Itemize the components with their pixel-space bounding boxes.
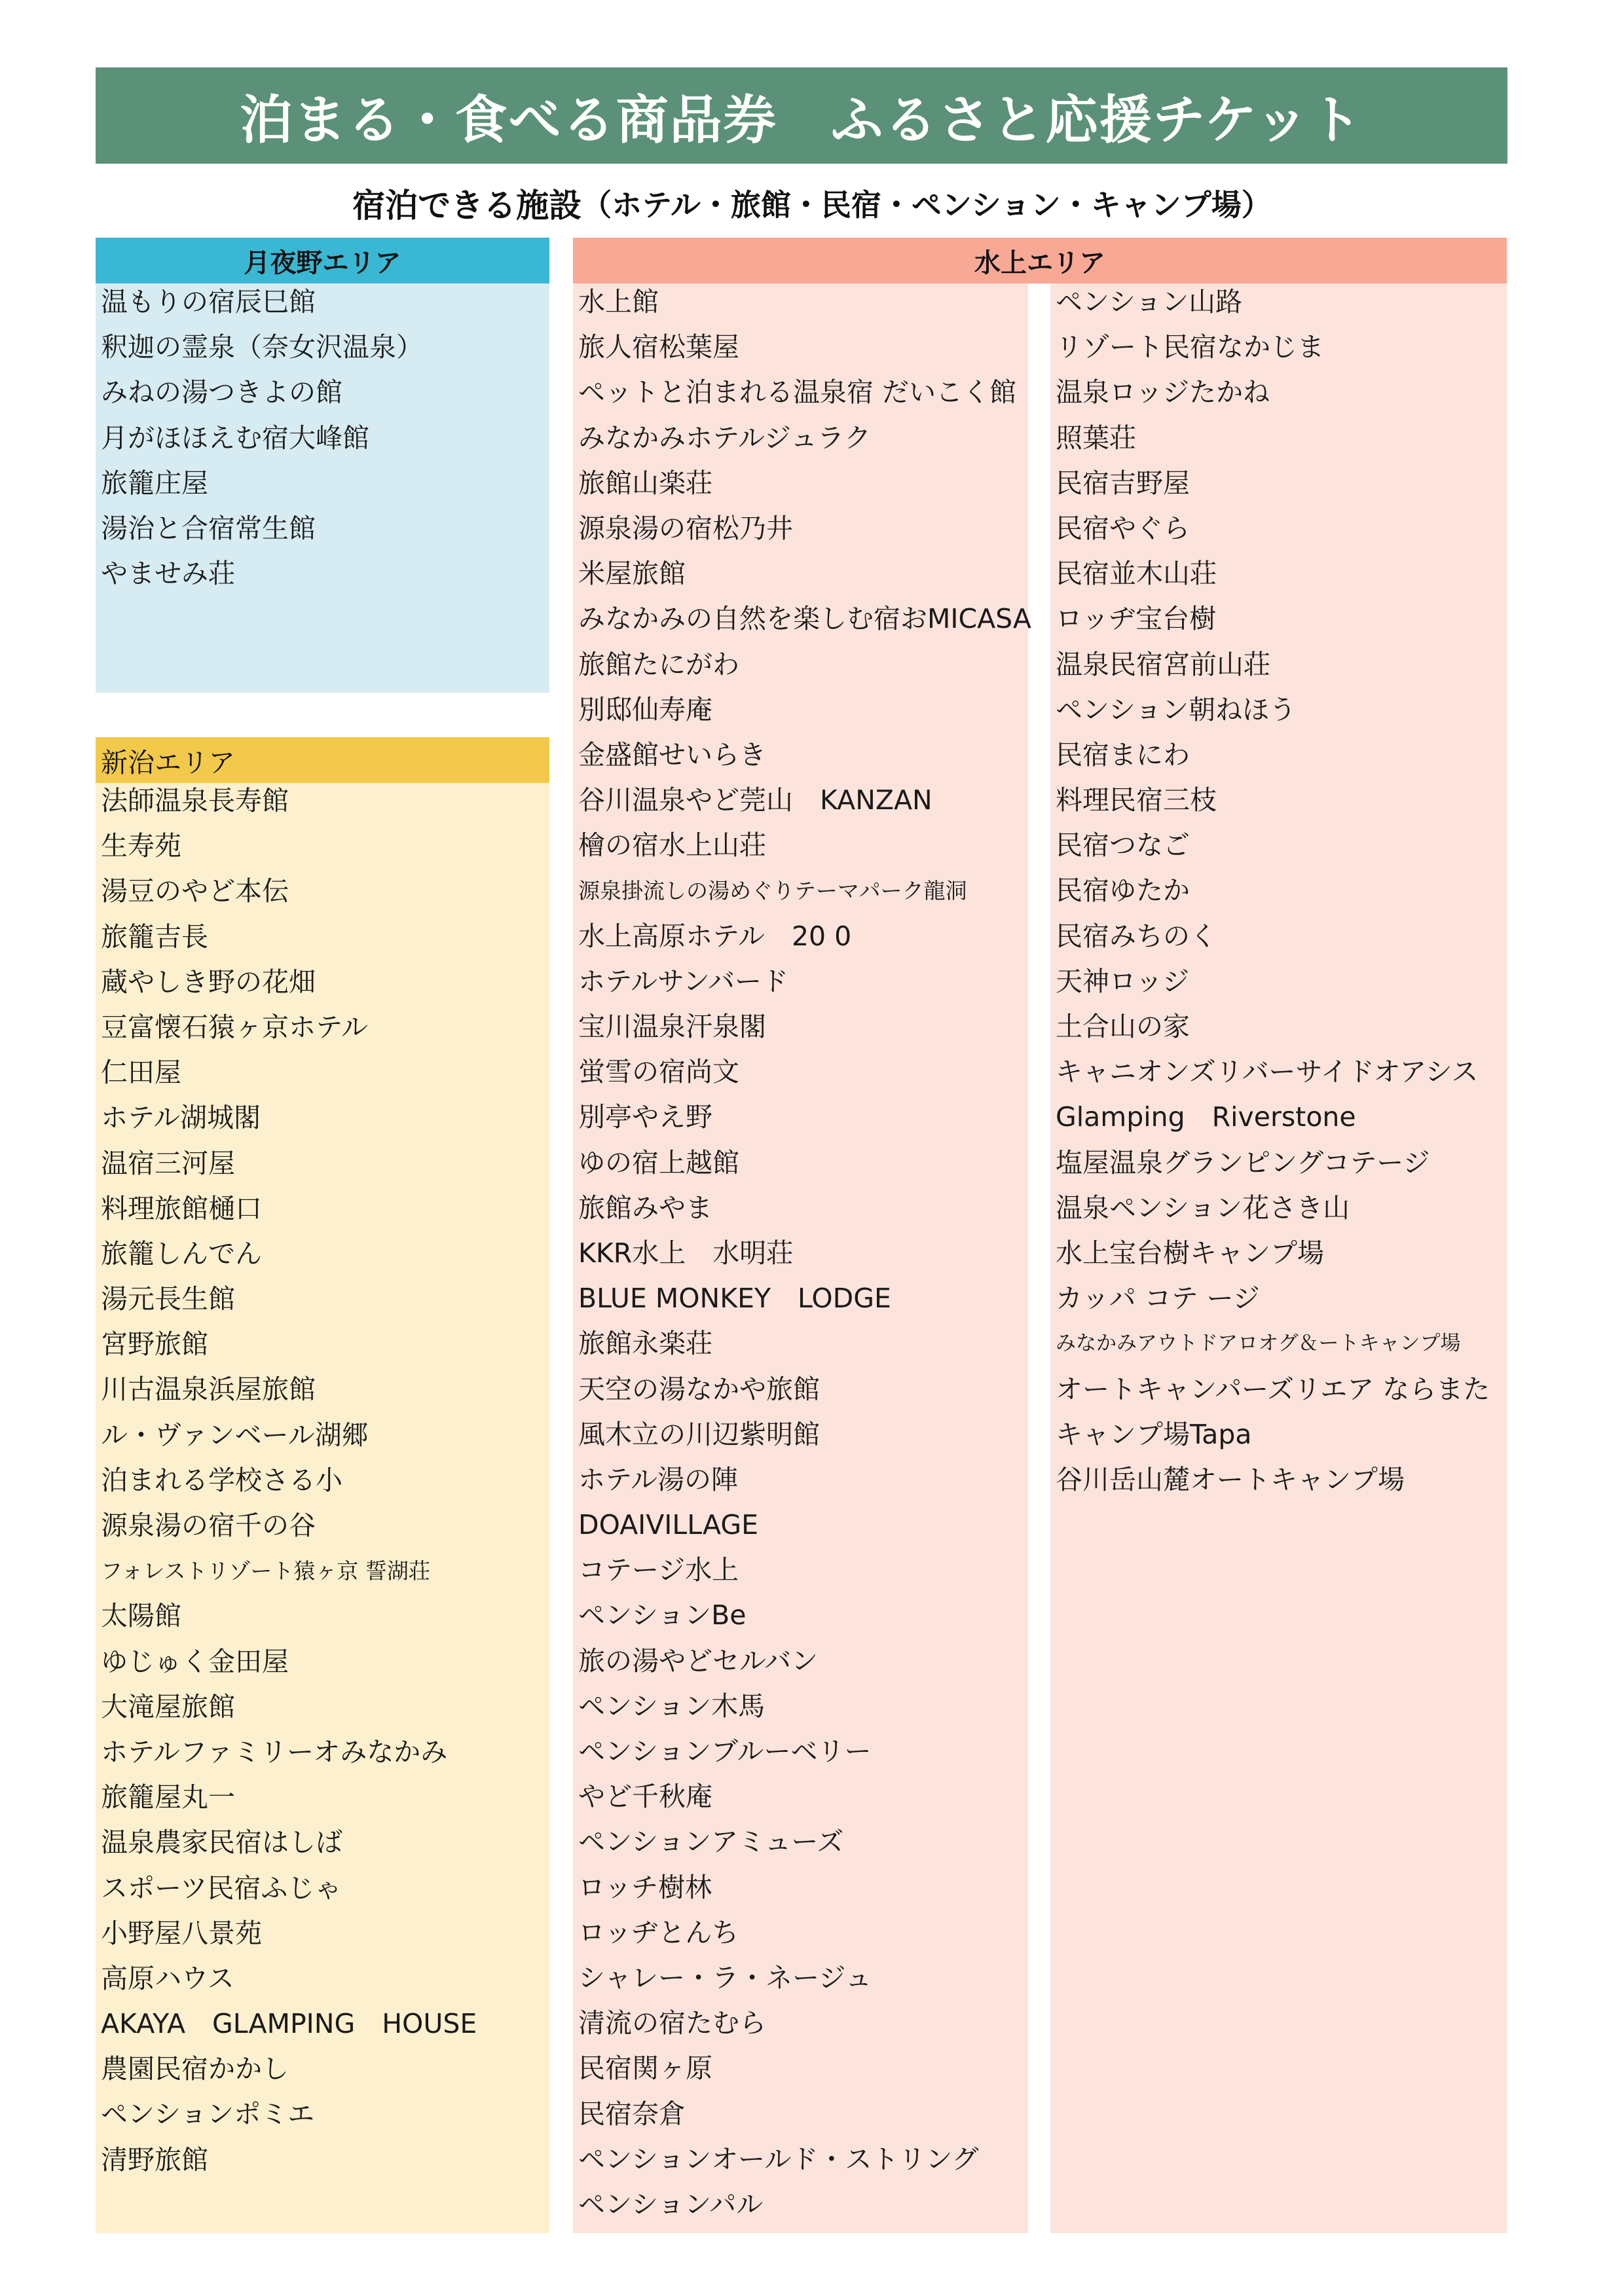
- facility-item: 水上宝台樹キャンプ場: [1056, 1237, 1324, 1269]
- facility-item: 塩屋温泉グランピングコテージ: [1056, 1146, 1430, 1178]
- facility-item: 谷川温泉やど莞山 KANZAN: [578, 784, 932, 816]
- facility-item: カッパ コテ ージ: [1056, 1283, 1260, 1315]
- facility-item: 釈迦の霊泉（奈女沢温泉）: [101, 331, 423, 363]
- facility-item: 湯元長生館: [101, 1283, 235, 1315]
- facility-item: 民宿奈倉: [578, 2098, 686, 2130]
- facility-item: 大滝屋旅館: [101, 1690, 235, 1722]
- facility-item: 民宿つなご: [1056, 829, 1190, 862]
- facility-item: BLUE MONKEY LODGE: [578, 1283, 891, 1315]
- facility-item: 天神ロッジ: [1056, 965, 1190, 997]
- facility-item: 蔵やしき野の花畑: [101, 966, 316, 998]
- facility-item: 温泉ペンション花さき山: [1056, 1192, 1350, 1224]
- facility-item: 宝川温泉汗泉閣: [578, 1011, 766, 1042]
- facility-item: ホテルファミリーオみなかみ: [101, 1736, 448, 1768]
- facility-item: 照葉荘: [1056, 422, 1136, 454]
- facility-item: 仁田屋: [101, 1057, 181, 1089]
- facility-item: 米屋旅館: [578, 558, 686, 590]
- facility-item: 湯治と合宿常生館: [101, 512, 316, 544]
- facility-item: 旅館永楽荘: [578, 1328, 712, 1360]
- facility-item: 風木立の川辺紫明館: [578, 1418, 820, 1450]
- facility-item: シャレー・ラ・ネージュ: [578, 1961, 872, 1994]
- niiharu-area-label: 新治エリア: [101, 746, 235, 778]
- facility-item: 民宿並木山荘: [1056, 558, 1217, 590]
- facility-item: ホテルサンバード: [578, 965, 789, 997]
- tsukiyono-facility-list: [96, 280, 549, 596]
- facility-item: 民宿吉野屋: [1056, 467, 1190, 499]
- facility-item: ペンションオールド・ストリング: [578, 2143, 979, 2175]
- facility-item: AKAYA GLAMPING HOUSE: [101, 2008, 477, 2040]
- facility-item: 湯豆のやど本伝: [101, 875, 289, 907]
- facility-item: 豆富懐石猿ヶ京ホテル: [101, 1011, 368, 1043]
- facility-item: 檜の宿水上山荘: [578, 829, 766, 862]
- facility-item: 源泉掛流しの湯めぐりテーマパーク龍洞: [578, 878, 967, 904]
- facility-item: 太陽館: [101, 1600, 181, 1632]
- minakami-area-label: 水上エリア: [974, 247, 1105, 278]
- facility-item: キャンプ場Tapa: [1056, 1418, 1252, 1450]
- facility-item: 旅の湯やどセルバン: [578, 1645, 819, 1677]
- facility-item: 温泉民宿宮前山荘: [1056, 648, 1270, 680]
- facility-item: 生寿苑: [101, 830, 181, 862]
- facility-item: 清野旅館: [101, 2143, 208, 2176]
- facility-item: 農園民宿かかし: [101, 2053, 289, 2085]
- facility-item: フォレストリゾート猿ヶ京 誓湖荘: [101, 1558, 430, 1584]
- facility-item: 清流の宿たむら: [578, 2007, 766, 2039]
- facility-item: ペンション木馬: [578, 1690, 766, 1722]
- facility-item: オートキャンパーズリエア ならまた: [1056, 1373, 1490, 1405]
- facility-item: 小野屋八景苑: [101, 1917, 262, 1949]
- facility-item: 民宿ゆたか: [1056, 875, 1190, 907]
- facility-item: ロッヂとんち: [578, 1916, 739, 1948]
- facility-item: ペットと泊まれる温泉宿 だいこく館: [578, 376, 1017, 409]
- facility-item: 天空の湯なかや旅館: [578, 1373, 820, 1405]
- facility-item: ホテル湯の陣: [578, 1463, 738, 1495]
- facility-item: リゾート民宿なかじま: [1056, 331, 1324, 363]
- facility-item: 旅人宿松葉屋: [578, 331, 739, 363]
- minakami-area-header: [573, 238, 1507, 283]
- page-title-banner: [96, 67, 1507, 164]
- facility-item: みなかみホテルジュラク: [578, 422, 872, 454]
- facility-item: 水上館: [578, 286, 659, 318]
- niiharu-facility-list: [96, 778, 549, 2183]
- facility-item: ペンションアミューズ: [578, 1826, 844, 1858]
- section-heading: [0, 175, 1624, 230]
- page-title: 泊まる・食べる商品券 ふるさと応援チケット: [240, 90, 1363, 151]
- facility-item: 温宿三河屋: [101, 1147, 235, 1179]
- facility-item: 高原ハウス: [101, 1962, 234, 1994]
- facility-item: 旅館山楽荘: [578, 467, 712, 499]
- facility-item: 土合山の家: [1056, 1011, 1190, 1042]
- facility-item: 金盛館せいらき: [578, 738, 766, 771]
- facility-item: 法師温泉長寿館: [101, 785, 289, 816]
- facility-item: 民宿関ヶ原: [578, 2052, 712, 2085]
- facility-item: やませみ荘: [101, 558, 235, 590]
- facility-item: 泊まれる学校さる小: [101, 1464, 342, 1496]
- facility-item: ペンションポミエ: [101, 2098, 315, 2130]
- facility-item: 源泉湯の宿千の谷: [101, 1510, 316, 1541]
- facility-item: キャニオンズリバーサイドオアシス: [1056, 1056, 1479, 1088]
- section-heading-main: 宿泊できる施設: [352, 187, 582, 225]
- facility-item: 温もりの宿辰巳館: [101, 286, 316, 318]
- facility-item: 川古温泉浜屋旅館: [101, 1374, 316, 1406]
- facility-item: 旅籠しんでん: [101, 1237, 262, 1269]
- facility-item: 料理旅館樋口: [101, 1192, 262, 1224]
- facility-item: 民宿みちのく: [1056, 920, 1217, 952]
- minakami-facility-list-2: [1050, 280, 1507, 1503]
- facility-item: みなかみの自然を楽しむ宿おMICASA: [578, 603, 1031, 635]
- facility-item: 温泉農家民宿はしば: [101, 1827, 342, 1859]
- facility-item: 源泉湯の宿松乃井: [578, 512, 793, 544]
- facility-item: ホテル湖城閣: [101, 1102, 261, 1134]
- facility-item: 水上高原ホテル 20 0: [578, 920, 852, 952]
- facility-item: ゆの宿上越館: [578, 1146, 739, 1178]
- facility-item: 旅籠屋丸一: [101, 1781, 235, 1813]
- facility-item: ゆじゅく金田屋: [101, 1645, 289, 1677]
- facility-item: ペンションBe: [578, 1599, 747, 1631]
- facility-item: ロッチ樹林: [578, 1871, 712, 1903]
- facility-item: ペンションブルーベリー: [578, 1736, 872, 1767]
- minakami-facility-list-1: [573, 280, 1031, 2227]
- facility-item: ロッヂ宝台樹: [1056, 603, 1217, 635]
- facility-item: みねの湯つきよの館: [101, 376, 342, 409]
- facility-item: 蛍雪の宿尚文: [578, 1056, 739, 1088]
- facility-item: DOAIVILLAGE: [578, 1509, 759, 1541]
- section-heading-detail: （ホテル・旅館・民宿・ペンション・キャンプ場）: [581, 187, 1272, 223]
- facility-item: ル・ヴァンベール湖郷: [101, 1419, 369, 1451]
- facility-item: 民宿やぐら: [1056, 512, 1190, 544]
- facility-item: 別邸仙寿庵: [578, 693, 712, 725]
- facility-item: コテージ水上: [578, 1554, 739, 1586]
- niiharu-area-header: [96, 737, 549, 783]
- facility-item: 旅籠庄屋: [101, 467, 208, 499]
- facility-item: 温泉ロッジたかね: [1056, 376, 1270, 409]
- facility-item: 別亭やえ野: [578, 1101, 712, 1133]
- facility-item: Glamping Riverstone: [1056, 1101, 1356, 1133]
- facility-item: 谷川岳山麓オートキャンプ場: [1056, 1463, 1405, 1495]
- facility-item: ペンションパル: [578, 2188, 764, 2220]
- facility-item: 料理民宿三枝: [1056, 784, 1217, 816]
- facility-item: ペンション朝ねほう: [1056, 693, 1297, 725]
- tsukiyono-area-header: [96, 238, 549, 283]
- facility-item: 宮野旅館: [101, 1328, 208, 1360]
- facility-item: 旅館みやま: [578, 1192, 712, 1224]
- facility-item: やど千秋庵: [578, 1781, 712, 1813]
- tsukiyono-area-label: 月夜野エリア: [244, 247, 401, 278]
- facility-item: みなかみアウトドアロオグ＆ートキャンプ場: [1056, 1332, 1461, 1356]
- facility-item: スポーツ民宿ふじゃ: [101, 1872, 342, 1904]
- facility-item: 月がほほえむ宿大峰館: [101, 422, 369, 454]
- facility-item: ペンション山路: [1056, 286, 1243, 318]
- facility-item: 民宿まにわ: [1056, 738, 1190, 771]
- facility-item: 旅籠吉長: [101, 920, 208, 953]
- facility-item: KKR水上 水明荘: [578, 1237, 794, 1269]
- facility-item: 旅館たにがわ: [578, 648, 739, 680]
